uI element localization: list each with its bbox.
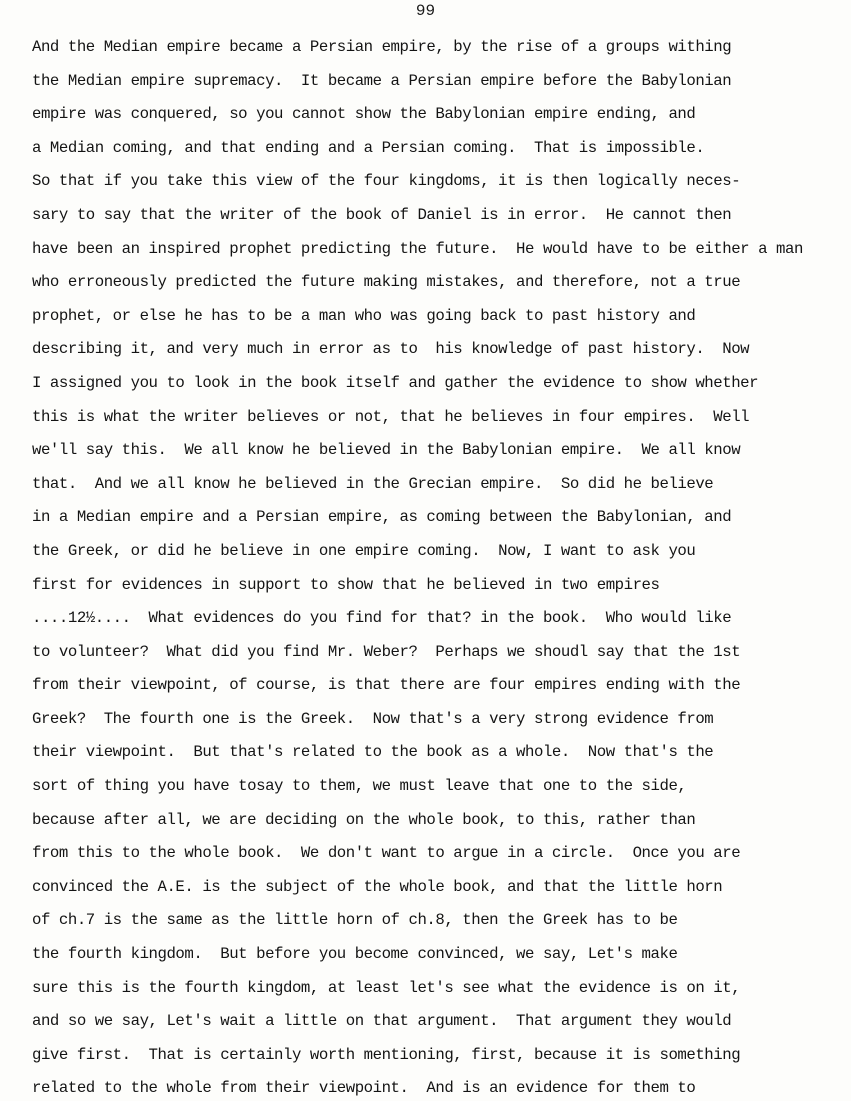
page-number: 99 <box>415 2 436 20</box>
text-line: we'll say this. We all know he believed in the Babylonian empire. We all know <box>32 441 741 460</box>
text-line: and so we say, Let's wait a little on that argument. That argument they would <box>32 1012 732 1031</box>
text-line: in a Median empire and a Persian empire, as coming between the Babylonian, and <box>32 508 732 527</box>
text-line: describing it, and very much in error as to his knowledge of past history. Now <box>32 340 750 359</box>
text-line: have been an inspired prophet predicting the future. He would have to be either a man <box>32 239 803 258</box>
text-line: of ch.7 is the same as the little horn of ch.8, then the Greek has to be <box>32 911 678 930</box>
text-line: prophet, or else he has to be a man who was going back to past history and <box>32 306 696 325</box>
text-line: Greek? The fourth one is the Greek. Now that's a very strong evidence from <box>32 709 714 728</box>
text-line: this is what the writer believes or not, that he believes in four empires. Well <box>32 407 750 426</box>
text-line: And the Median empire became a Persian empire, by the rise of a groups withing <box>32 38 732 56</box>
text-line: sure this is the fourth kingdom, at least let's see what the evidence is on it, <box>32 978 741 997</box>
text-line: from their viewpoint, of course, is that there are four empires ending with the <box>32 676 741 695</box>
text-line: So that if you take this view of the four kingdoms, it is then logically neces- <box>32 172 741 191</box>
text-line: that. And we all know he believed in the Grecian empire. So did he believe <box>32 474 714 493</box>
text-line: convinced the A.E. is the subject of the whole book, and that the little horn <box>32 877 723 896</box>
text-line: the Greek, or did he believe in one empire coming. Now, I want to ask you <box>32 541 696 560</box>
text-line: to volunteer? What did you find Mr. Weber? Perhaps we shoudl say that the 1st <box>32 642 741 661</box>
body-text <box>32 35 844 1110</box>
text-line: their viewpoint. But that's related to the book as a whole. Now that's the <box>32 743 714 762</box>
text-line: from this to the whole book. We don't want to argue in a circle. Once you are <box>32 844 741 863</box>
text-line: related to the whole from their viewpoint. And is an evidence for them to <box>32 1079 696 1098</box>
text-line: I assigned you to look in the book itself and gather the evidence to show whether <box>32 373 759 392</box>
text-line: the Median empire supremacy. It became a Persian empire before the Babylonian <box>32 71 732 90</box>
text-line: sort of thing you have tosay to them, we must leave that one to the side, <box>32 777 687 796</box>
text-line: who erroneously predicted the future making mistakes, and therefore, not a true <box>32 273 741 292</box>
text-line: empire was conquered, so you cannot show the Babylonian empire ending, and <box>32 105 696 124</box>
text-line: sary to say that the writer of the book of Daniel is in error. He cannot then <box>32 205 732 224</box>
text-line: ....12½.... What evidences do you find for that? in the book. Who would like <box>32 609 732 628</box>
text-line: give first. That is certainly worth mentioning, first, because it is something <box>32 1045 741 1064</box>
text-line: a Median coming, and that ending and a Persian coming. That is impossible. <box>32 138 705 157</box>
text-line: first for evidences in support to show that he believed in two empires <box>32 575 660 594</box>
text-line: because after all, we are deciding on the whole book, to this, rather than <box>32 810 696 829</box>
text-line: the fourth kingdom. But before you become convinced, we say, Let's make <box>32 945 678 964</box>
